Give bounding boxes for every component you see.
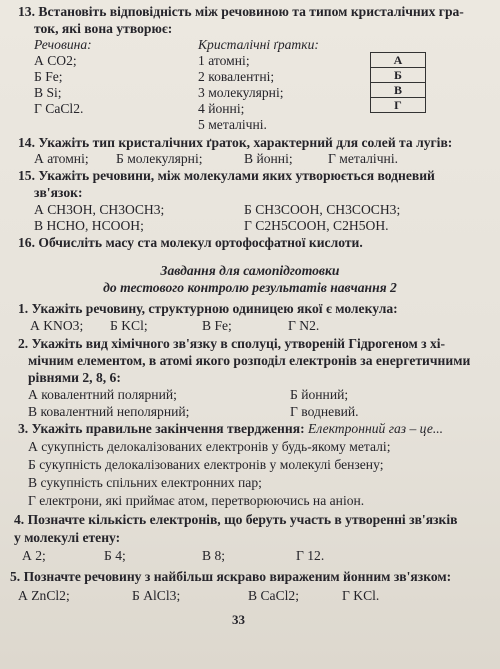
answer-cell-a: А [371, 53, 426, 68]
q13-lattice-4: 4 йонні; [198, 101, 245, 116]
q14-text: 14. Укажіть тип кристалічних ґраток, характерний для солей та лугів: [18, 135, 453, 150]
s1-option-b: Б KCl; [110, 318, 148, 333]
q13-substance-header: Речовина: [34, 37, 92, 52]
page-number: 33 [232, 612, 245, 627]
q13-text-line2: ток, які вона утворює: [34, 21, 173, 36]
s4-option-b: Б 4; [104, 548, 126, 563]
q14-option-b: Б молекулярні; [116, 151, 203, 166]
s3-text-row [18, 421, 443, 438]
s2-option-c: В ковалентний неполярний; [28, 404, 190, 419]
q15-option-a: А CH3OH, CH3OCH3; [34, 202, 165, 217]
s1-option-c: В Fe; [202, 318, 232, 333]
s4-option-d: Г 12. [296, 548, 325, 563]
answer-cell-b: Б [371, 68, 426, 83]
q15-text-line1: 15. Укажіть речовини, між молекулами яких утворюється водневий [18, 168, 435, 183]
s4-text-line2: у молекулі етену: [14, 530, 121, 545]
s1-option-d: Г N2. [288, 318, 320, 333]
s3-text-italic: Електронний газ – це... [308, 421, 444, 436]
s3-option-b: Б сукупність делокалізованих електронів у молекулі бензену; [28, 457, 384, 472]
s4-text-line1: 4. Позначте кількість електронів, що беруть участь в утворенні зв'язків [14, 512, 458, 527]
q13-lattice-5: 5 металічні. [198, 117, 267, 132]
s4-option-c: В 8; [202, 548, 226, 563]
s5-option-c: В CaCl2; [248, 588, 299, 603]
s4-option-a: А 2; [22, 548, 46, 563]
s5-text: 5. Позначте речовину з найбільш яскраво вираженим йонним зв'язком: [10, 569, 452, 584]
q15-text-line2: зв'язок: [34, 185, 83, 200]
q16-text: 16. Обчисліть масу ста молекул ортофосфатної кислоти. [18, 235, 363, 250]
q15-option-c: В HCHO, HCOOH; [34, 218, 144, 233]
answer-cell-c: В [371, 83, 426, 98]
q14-option-d: Г металічні. [328, 151, 398, 166]
q14-option-a: А атомні; [34, 151, 89, 166]
s2-option-a: А ковалентний полярний; [28, 387, 177, 402]
q15-option-d: Г C2H5COOH, C2H5OH. [244, 218, 389, 233]
s1-option-a: А KNO3; [30, 318, 84, 333]
q13-substance-a: А CO2; [34, 53, 77, 68]
q13-text-line1: 13. Встановіть відповідність між речовиною та типом кристалічних гра- [18, 4, 464, 19]
q13-substance-b: Б Fe; [34, 69, 63, 84]
s3-option-c: В сукупність спільних електронних пар; [28, 475, 262, 490]
q14-option-c: В йонні; [244, 151, 293, 166]
s2-option-b: Б йонний; [290, 387, 349, 402]
section-title-line1: Завдання для самопідготовки [160, 263, 340, 278]
s5-option-d: Г KCl. [342, 588, 380, 603]
s5-option-b: Б AlCl3; [132, 588, 181, 603]
s3-option-a: А сукупність делокалізованих електронів у будь-якому металі; [28, 439, 391, 454]
q13-substance-c: В Si; [34, 85, 62, 100]
s2-text-line3: рівнями 2, 8, 6: [28, 370, 121, 385]
q13-lattice-3: 3 молекулярні; [198, 85, 284, 100]
q13-lattice-header: Кристалічні ґратки: [198, 37, 319, 52]
s2-text-line1: 2. Укажіть вид хімічного зв'язку в сполуці, утвореній Гідрогеном з хі- [18, 336, 446, 351]
q13-answer-box [370, 52, 426, 113]
s2-option-d: Г водневий. [290, 404, 359, 419]
s5-option-a: А ZnCl2; [18, 588, 70, 603]
s3-text: 3. Укажіть правильне закінчення твердження: [18, 421, 305, 436]
q13-lattice-2: 2 ковалентні; [198, 69, 275, 84]
s3-option-d: Г електрони, які приймає атом, перетворюючись на аніон. [28, 493, 365, 508]
q15-option-b: Б CH3COOH, CH3COCH3; [244, 202, 401, 217]
q13-substance-d: Г CaCl2. [34, 101, 84, 116]
section-title-line2: до тестового контролю результатів навчання 2 [103, 280, 397, 295]
q13-lattice-1: 1 атомні; [198, 53, 250, 68]
s1-text: 1. Укажіть речовину, структурною одиницею якої є молекула: [18, 301, 398, 316]
answer-cell-d: Г [371, 98, 426, 113]
s2-text-line2: мічним елементом, в атомі якого розподіл електронів за енергетичними [28, 353, 471, 368]
